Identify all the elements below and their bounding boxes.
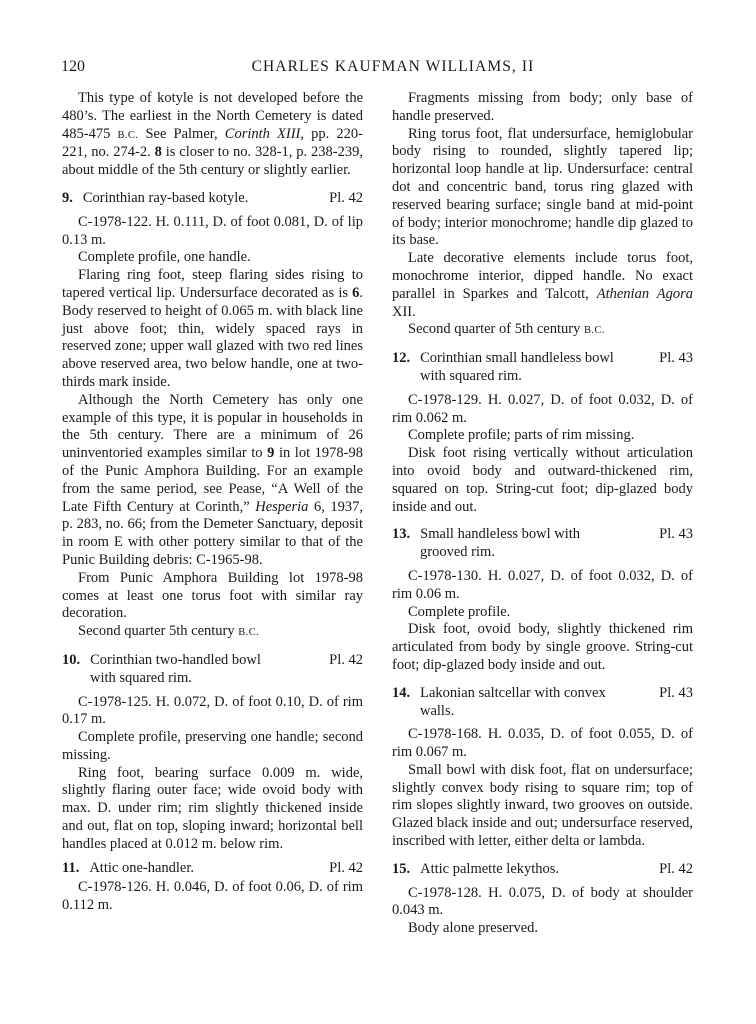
- catalog-entry-12-heading: 12. Corinthian small handleless bowl with squared rim. Pl. 43: [392, 350, 693, 384]
- running-head: CHARLES KAUFMAN WILLIAMS, II: [251, 58, 535, 75]
- catalog-entry-15-heading: 15. Attic palmette lekythos. Pl. 42: [392, 860, 693, 877]
- dimensions: C-1978-126. H. 0.046, D. of foot 0.06, D. of rim 0.112 m.: [62, 879, 363, 914]
- catalog-entry-14-heading: 14. Lakonian saltcellar with convex walls. Pl. 43: [392, 684, 693, 719]
- discussion: From Punic Amphora Building lot 1978-98 comes at least one torus foot with similar ray decoration.: [62, 569, 363, 622]
- plate-reference: Pl. 42: [329, 859, 363, 876]
- plate-reference: Pl. 42: [329, 189, 363, 206]
- date: Second quarter of 5th century B.C.: [408, 321, 605, 338]
- left-column: [62, 90, 363, 915]
- catalog-entry-13-heading: 13. Small handleless bowl with grooved rim. Pl. 43: [392, 526, 693, 561]
- dimensions: C-1978-168. H. 0.035, D. of foot 0.055, D. of rim 0.067 m.: [392, 726, 693, 761]
- discussion: Late decorative elements include torus foot, monochrome interior, dipped handle. No exact parallel in Sparkes and Talcott, Athenian Agora XII.: [392, 250, 693, 320]
- description: Ring torus foot, flat undersurface, hemiglobular body rising to rounded, slightly tapered lip; horizontal loop handle at lip. Undersurface: central dot and concentric band, torus ring glazed with reserved bearing surface; single band at mid-point of body; interior monochrome; handle dip glazed to its base.: [392, 125, 693, 249]
- description: Disk foot, ovoid body, slightly thickened rim articulated from body by single groove. String-cut foot; dip-glazed body inside and out.: [392, 621, 693, 673]
- preservation: Complete profile.: [408, 603, 511, 620]
- description: Flaring ring foot, steep flaring sides rising to tapered vertical lip. Undersurface decorated as is 6. Body reserved to height of 0.065 m. with black line just above foot; thin, widely spaced rays in reserved zone; upper wall glazed with two red lines above reserved area, two below handle, one at two-thirds mark inside.: [62, 267, 363, 390]
- dimensions: C-1978-130. H. 0.027, D. of foot 0.032, D. of rim 0.06 m.: [392, 567, 693, 602]
- plate-reference: Pl. 43: [659, 350, 693, 367]
- dimensions: C-1978-128. H. 0.075, D. of body at shoulder 0.043 m.: [392, 884, 693, 919]
- plate-reference: Pl. 42: [659, 860, 693, 877]
- plate-reference: Pl. 43: [659, 684, 693, 701]
- right-column: [392, 90, 693, 938]
- description: Disk foot rising vertically without articulation into ovoid body and outward-thickened rim, squared on top. String-cut foot; dip-glazed body inside and out.: [392, 445, 693, 515]
- catalog-entry-10-heading: 10. Corinthian two-handled bowl with squared rim. Pl. 42: [62, 651, 363, 686]
- plate-reference: Pl. 43: [659, 526, 693, 543]
- plate-reference: Pl. 42: [329, 651, 363, 668]
- description: Small bowl with disk foot, flat on undersurface; slightly convex body rising to square rim; top of rim slopes slightly inward, two grooves on outside. Glazed black inside and out; undersurface reserved, inscribed with letter, either delta or lambda.: [392, 761, 693, 850]
- description: Ring foot, bearing surface 0.009 m. wide, slightly flaring outer face; wide ovoid body with max. D. under rim; rim slightly thickened inside and out, flat on top, sloping inward; horizontal bell handles placed at 0.012 m. below rim.: [62, 764, 363, 852]
- page-number: 120: [61, 58, 85, 75]
- catalog-entry-11-heading: 11. Attic one-handler. Pl. 42: [62, 859, 363, 876]
- preservation: Complete profile, preserving one handle; second missing.: [62, 729, 363, 763]
- intro-paragraph: This type of kotyle is not developed before the 480’s. The earliest in the North Cemetery is dated 485-475 B.C. See Palmer, Corinth XIII, pp. 220-221, no. 274-2. 8 is closer to no. 328-1, p. 238-239, about middle of the 5th century or slightly earlier.: [62, 90, 364, 179]
- preservation: Complete profile; parts of rim missing.: [408, 427, 635, 444]
- date: Second quarter 5th century B.C.: [78, 623, 260, 640]
- discussion: Although the North Cemetery has only one example of this type, it is popular in households in the 5th century. There are a minimum of 26 uninventoried examples similar to 9 in lot 1978-98 of the Punic Amphora Building. For an example from the same period, see Pease, “A Well of the Late Fifth Century at Corinth,” Hesperia 6, 1937, p. 283, no. 66; from the Demeter Sanctuary, deposit in room E with other pottery similar to that of the Punic Building debris: C-1965-98.: [62, 391, 363, 568]
- preservation: Complete profile, one handle.: [78, 249, 251, 266]
- catalog-entry-9-heading: 9. Corinthian ray-based kotyle. Pl. 42: [62, 189, 363, 206]
- dimensions: C-1978-129. H. 0.027, D. of foot 0.032, D. of rim 0.062 m.: [392, 391, 693, 426]
- dimensions: C-1978-122. H. 0.111, D. of foot 0.081, D. of lip 0.13 m.: [62, 213, 363, 248]
- preservation: Body alone preserved.: [408, 920, 539, 937]
- preservation: Fragments missing from body; only base of handle preserved.: [392, 90, 693, 124]
- dimensions: C-1978-125. H. 0.072, D. of foot 0.10, D. of rim 0.17 m.: [62, 693, 363, 728]
